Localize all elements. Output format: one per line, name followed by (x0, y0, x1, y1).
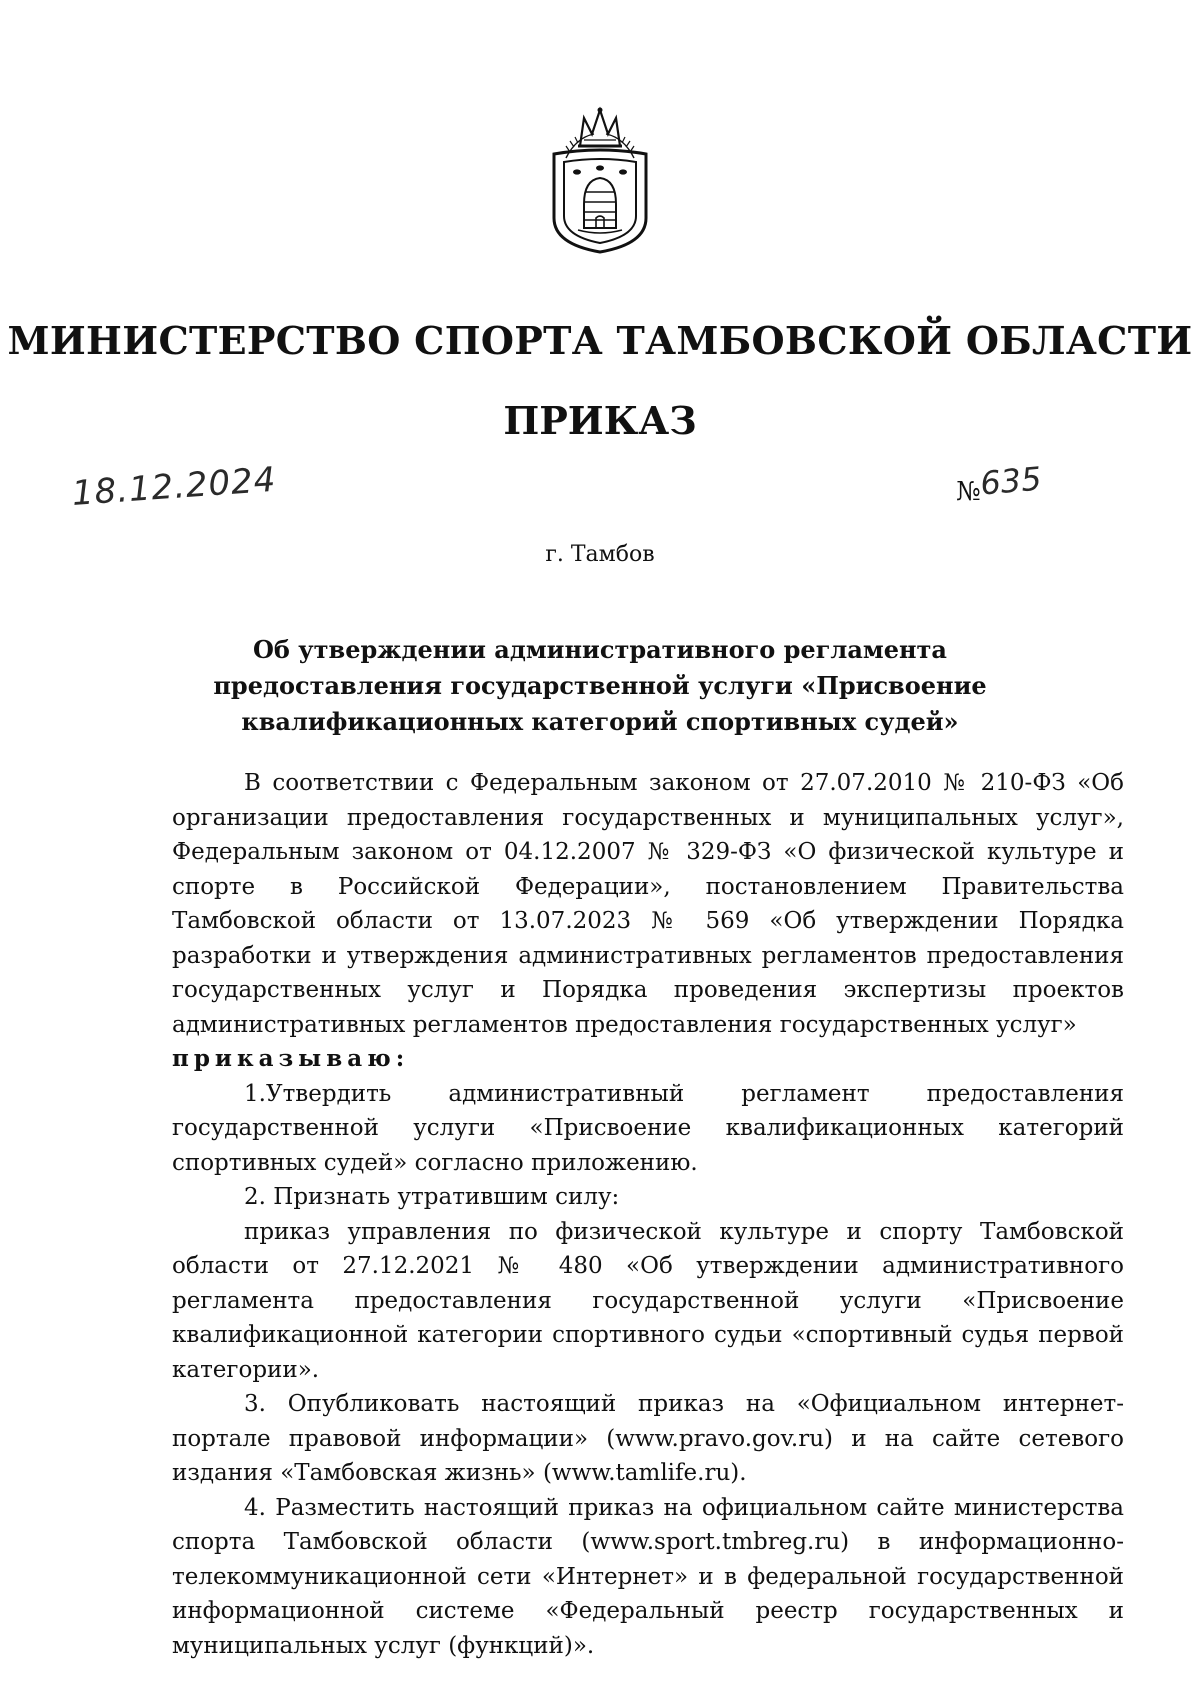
ministry-name: МИНИСТЕРСТВО СПОРТА ТАМБОВСКОЙ ОБЛАСТИ (7, 318, 1193, 363)
order-number-value: 635 (978, 459, 1043, 503)
order-subject: Об утверждении административного регламента предоставления государственной услуги «Присвоение квалификационных категорий спортивных судей» (213, 635, 987, 736)
order-number (956, 459, 1043, 508)
item-4: 4. Разместить настоящий приказ на официальном сайте министерства спорта Тамбовской области (www.sport.tmbreg.ru) в информационно-телекоммуникационной сети «Интернет» и в федеральной государственной информационной системе «Федеральный реестр государственных и муниципальных услуг (функций)». (172, 1494, 1124, 1659)
preamble-paragraph: В соответствии с Федеральным законом от 27.07.2010 № 210-ФЗ «Об организации предоставления государственных и муниципальных услуг», Федеральным законом от 04.12.2007 № 329-ФЗ «О физической культуре и спорте в Российской Федерации», постановлением Правительства Тамбовской области от 13.07.2023 № 569 «Об утверждении Порядка разработки и утверждения административных регламентов предоставления государственных услуг и Порядка проведения экспертизы проектов административных регламентов предоставления государственных услуг» (172, 770, 1124, 1038)
city-name: г. Тамбов (545, 542, 655, 567)
order-word-paragraph (172, 1042, 1124, 1077)
item-2: 2. Признать утратившим силу: (244, 1184, 620, 1210)
document-type-title: ПРИКАЗ (503, 398, 697, 443)
order-body (172, 766, 1124, 1663)
number-sign: № (956, 477, 981, 507)
item-1: 1.Утвердить административный регламент предоставления государственной услуги «Присвоение квалификационных категорий спортивных судей» согласно приложению. (172, 1080, 1124, 1176)
order-word: приказываю: (172, 1045, 410, 1072)
item-2-detail: приказ управления по физической культуре и спорту Тамбовской области от 27.12.2021 № 480 «Об утверждении административного регламента предоставления государственной услуги «Присвоение квалификационной категории спортивного судьи «спортивный судья первой категории». (172, 1218, 1124, 1383)
item-3: 3. Опубликовать настоящий приказ на «Официальном интернет-портале правовой информации» (www.pravo.gov.ru) и на сайте сетевого издания «Тамбовская жизнь» (www.tamlife.ru). (172, 1391, 1124, 1486)
coat-of-arms-icon (544, 106, 656, 256)
order-date: 18.12.2024 (70, 459, 278, 514)
